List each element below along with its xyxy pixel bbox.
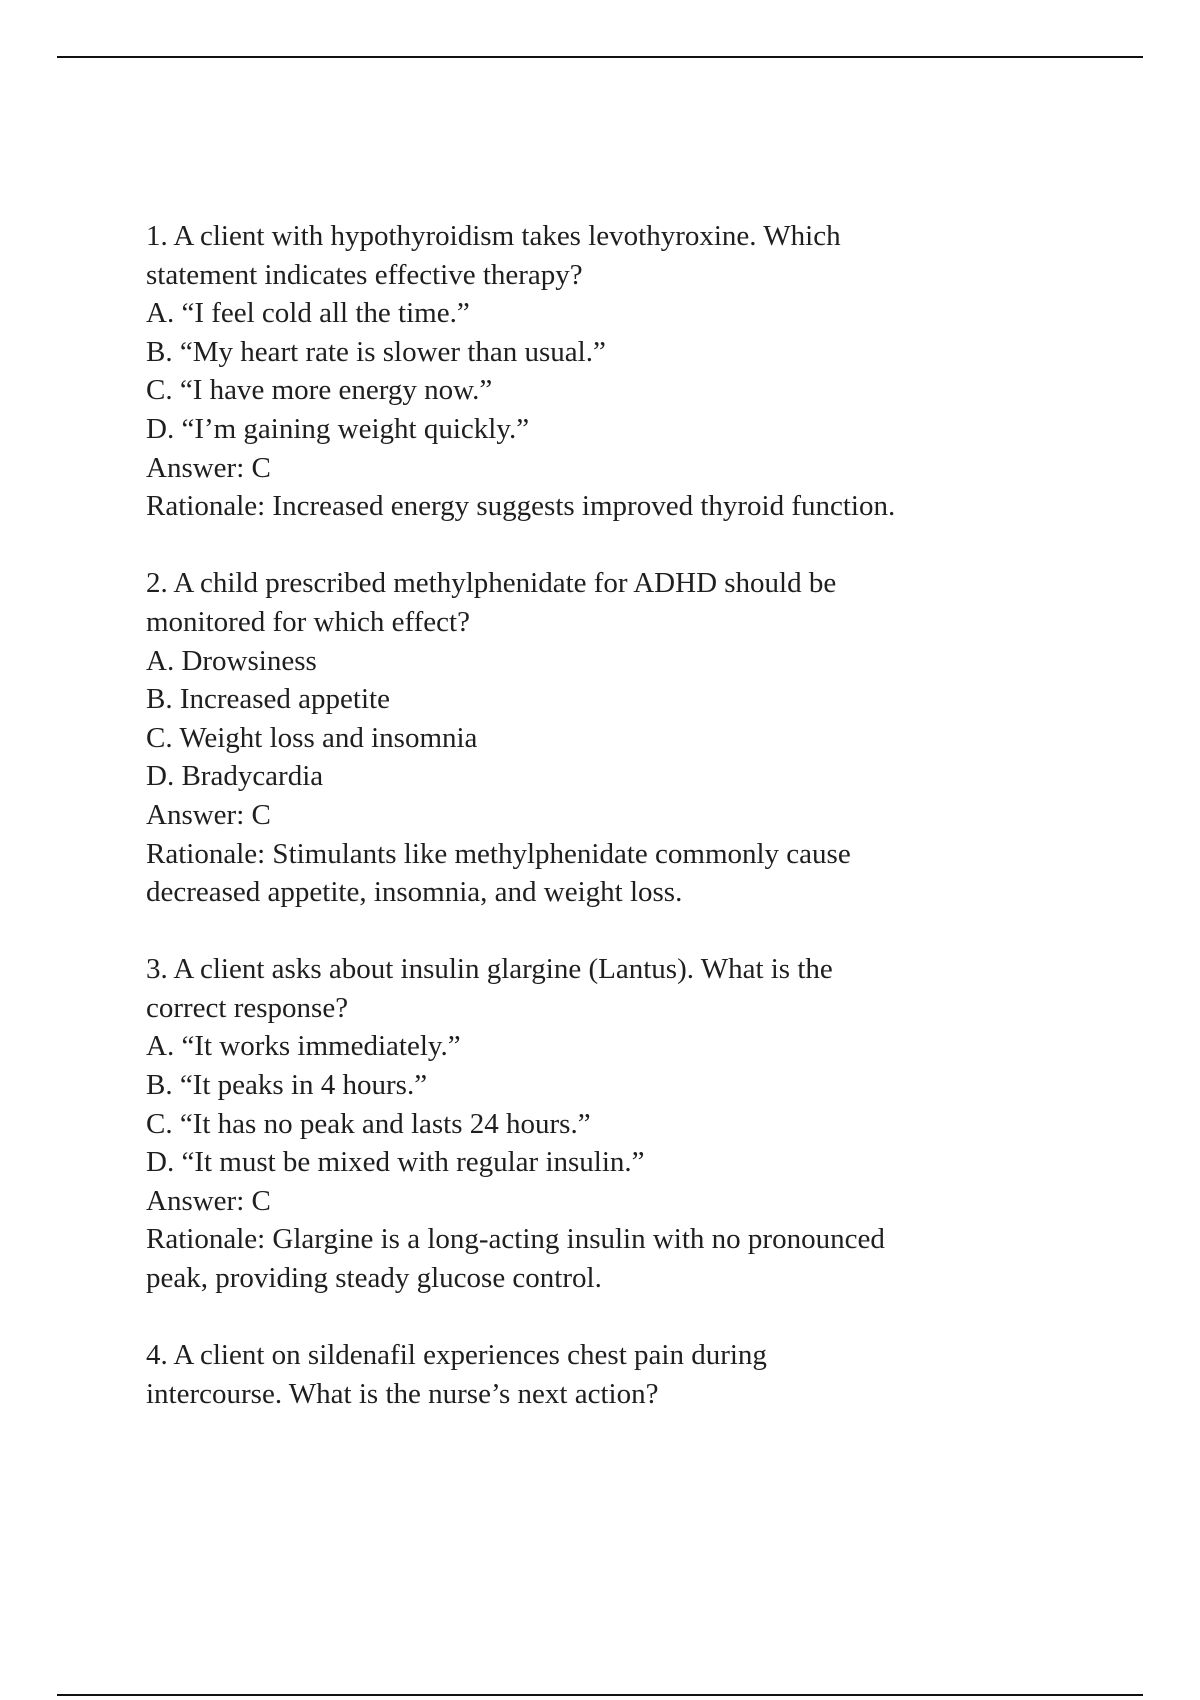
question-stem: 4. A client on sildenafil experiences chest pain during: [146, 1339, 767, 1372]
rationale: decreased appetite, insomnia, and weight loss.: [146, 876, 683, 909]
rationale: Rationale: Increased energy suggests improved thyroid function.: [146, 490, 896, 523]
option-a: A. “I feel cold all the time.”: [146, 297, 470, 330]
option-d: D. “It must be mixed with regular insulin.”: [146, 1146, 645, 1179]
question-stem: 2. A child prescribed methylphenidate for ADHD should be: [146, 567, 837, 600]
answer: Answer: C: [146, 1184, 271, 1217]
question-3: [146, 950, 1046, 1297]
question-stem: 3. A client asks about insulin glargine (Lantus). What is the: [146, 953, 833, 986]
question-stem: statement indicates effective therapy?: [146, 258, 583, 291]
answer: Answer: C: [146, 798, 271, 831]
option-d: D. “I’m gaining weight quickly.”: [146, 412, 530, 445]
option-b: B. Increased appetite: [146, 683, 390, 716]
question-4: [146, 1336, 1046, 1413]
question-stem: 1. A client with hypothyroidism takes levothyroxine. Which: [146, 220, 841, 252]
option-c: C. “I have more energy now.”: [146, 374, 493, 407]
rationale: Rationale: Glargine is a long-acting insulin with no pronounced: [146, 1223, 885, 1256]
bottom-rule: [57, 1694, 1143, 1696]
rationale: Rationale: Stimulants like methylphenidate commonly cause: [146, 837, 851, 870]
option-b: B. “My heart rate is slower than usual.”: [146, 335, 606, 368]
top-rule: [57, 56, 1143, 58]
question-1: [146, 217, 1046, 526]
question-stem: correct response?: [146, 991, 349, 1024]
option-d: D. Bradycardia: [146, 760, 324, 793]
rationale: peak, providing steady glucose control.: [146, 1262, 602, 1295]
question-stem: intercourse. What is the nurse’s next action?: [146, 1377, 659, 1410]
question-stem: monitored for which effect?: [146, 605, 470, 638]
option-c: C. Weight loss and insomnia: [146, 721, 478, 754]
answer: Answer: C: [146, 451, 271, 484]
option-c: C. “It has no peak and lasts 24 hours.”: [146, 1107, 591, 1140]
option-a: A. Drowsiness: [146, 644, 317, 677]
document-body: [146, 217, 1046, 1452]
option-b: B. “It peaks in 4 hours.”: [146, 1069, 428, 1102]
question-2: [146, 564, 1046, 911]
option-a: A. “It works immediately.”: [146, 1030, 461, 1063]
